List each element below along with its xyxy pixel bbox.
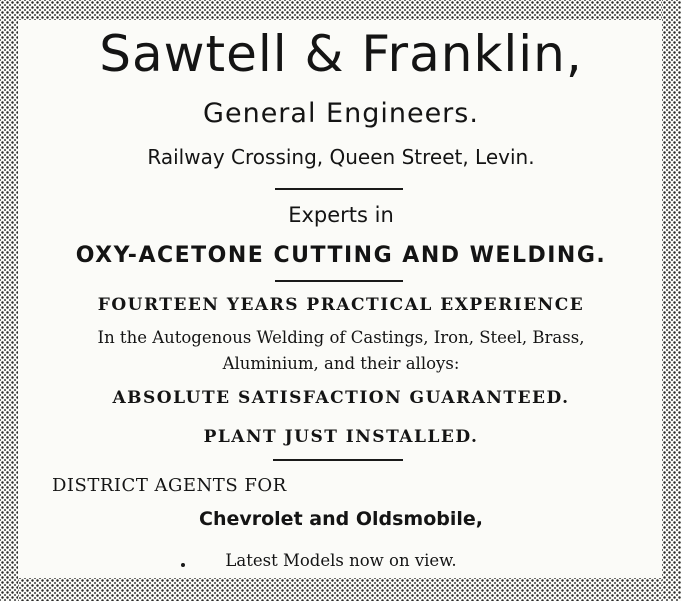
ornamental-border-right [662, 0, 681, 601]
divider-rule [275, 188, 403, 190]
district-agents-heading: DISTRICT AGENTS FOR [52, 475, 287, 496]
agency-brands: Chevrolet and Oldsmobile, [199, 508, 483, 530]
services-line-1: In the Autogenous Welding of Castings, Iron, Steel, Brass, [97, 328, 585, 347]
specialty-heading: OXY-ACETONE CUTTING AND WELDING. [75, 243, 607, 268]
services-line-2: Aluminium, and their alloys: [222, 354, 460, 373]
company-name: Sawtell & Franklin, [99, 25, 583, 83]
experts-intro: Experts in [288, 203, 394, 227]
ornamental-border-bottom [0, 578, 681, 601]
satisfaction-guarantee: ABSOLUTE SATISFACTION GUARANTEED. [112, 388, 570, 408]
trade-heading: General Engineers. [203, 98, 479, 129]
experience-line: FOURTEEN YEARS PRACTICAL EXPERIENCE [97, 295, 585, 315]
latest-models-line: Latest Models now on view. [225, 551, 457, 570]
divider-rule [275, 280, 403, 282]
divider-rule [273, 459, 403, 461]
business-address: Railway Crossing, Queen Street, Levin. [147, 145, 535, 169]
ornamental-border-left [0, 0, 18, 601]
ornamental-border-top [0, 0, 681, 20]
plant-notice: PLANT JUST INSTALLED. [203, 427, 479, 447]
